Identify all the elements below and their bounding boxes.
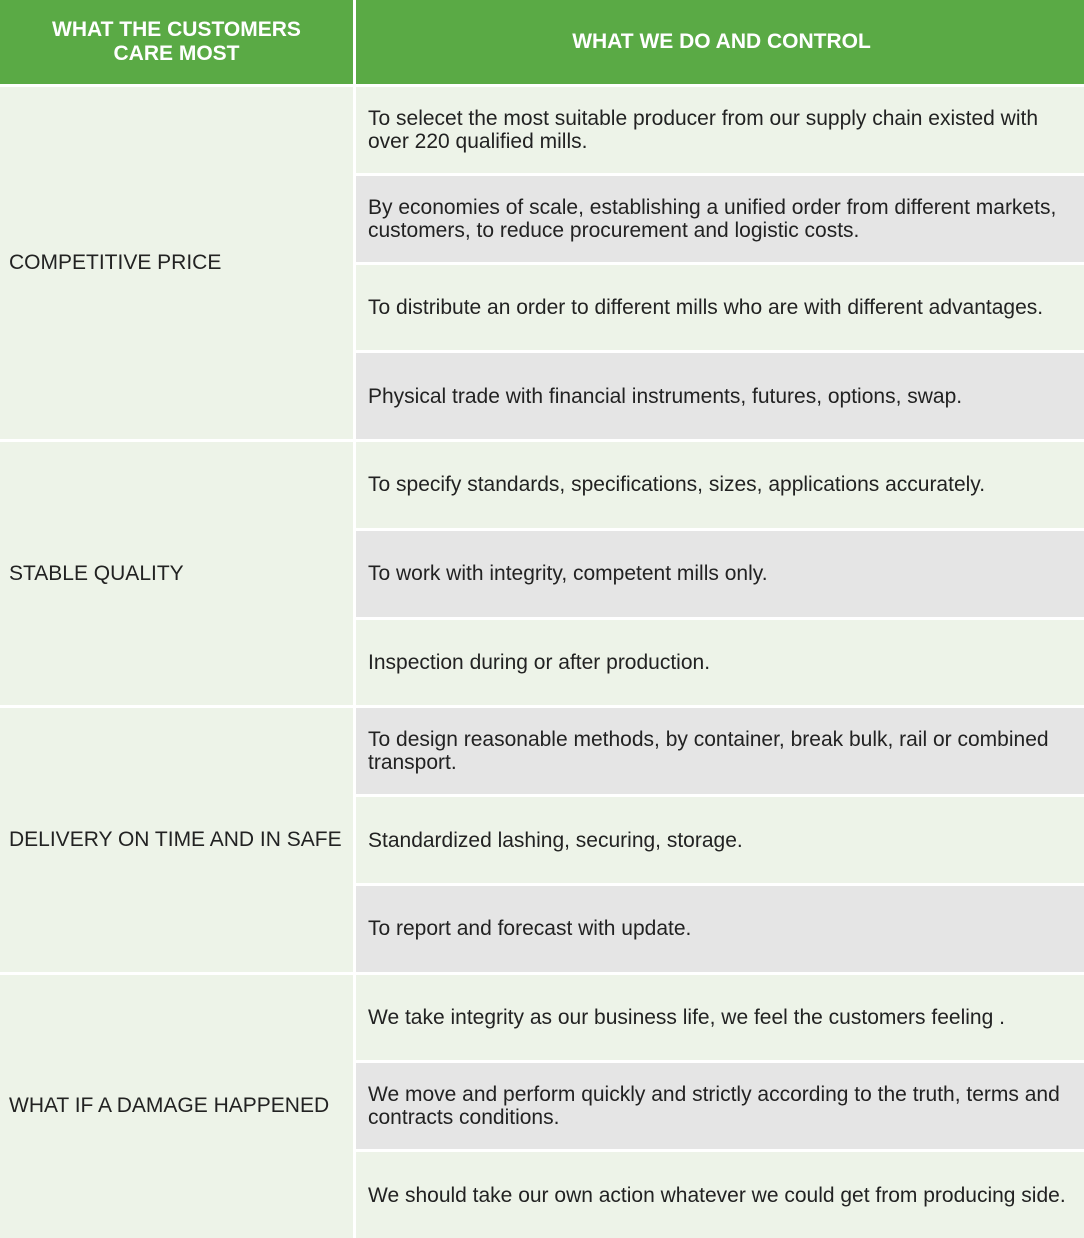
table-cell bbox=[356, 353, 1084, 439]
header-what-we-do-label: WHAT WE DO AND CONTROL bbox=[572, 30, 871, 53]
cell-text: We should take our own action whatever we could get from producing side. bbox=[368, 1183, 1066, 1207]
cell-text: To selecet the most suitable producer from our supply chain existed with over 220 qualified mills. bbox=[368, 106, 1039, 153]
table-cell bbox=[356, 87, 1084, 173]
table-cell bbox=[356, 1152, 1084, 1238]
cell-text: To design reasonable methods, by container, break bulk, rail or combined transport. bbox=[368, 728, 1049, 775]
header-customers-care-label: WHAT THE CUSTOMERS CARE MOST bbox=[52, 18, 301, 65]
cell-text: We move and perform quickly and strictly according to the truth, terms and contracts conditions. bbox=[368, 1083, 1060, 1130]
table-cell bbox=[356, 975, 1084, 1061]
cell-text: To distribute an order to different mills who are with different advantages. bbox=[368, 295, 1044, 319]
category-label: DELIVERY ON TIME AND IN SAFE bbox=[9, 828, 342, 852]
category-label: WHAT IF A DAMAGE HAPPENED bbox=[9, 1094, 330, 1118]
cell-text: By economies of scale, establishing a unified order from different markets, customers, to reduce procurement and logistic costs. bbox=[368, 195, 1057, 242]
table-cell bbox=[356, 620, 1084, 706]
table-cell bbox=[356, 176, 1084, 262]
cell-text: To report and forecast with update. bbox=[368, 917, 692, 941]
category-stable-quality bbox=[0, 442, 353, 705]
category-label: STABLE QUALITY bbox=[9, 561, 184, 585]
cell-text: Inspection during or after production. bbox=[368, 650, 711, 674]
table-cell bbox=[356, 1063, 1084, 1149]
cell-text: We take integrity as our business life, we feel the customers feeling . bbox=[368, 1006, 1005, 1030]
category-damage bbox=[0, 975, 353, 1238]
category-delivery bbox=[0, 708, 353, 971]
header-customers-care bbox=[0, 0, 353, 84]
table-cell bbox=[356, 797, 1084, 883]
category-label: COMPETITIVE PRICE bbox=[9, 251, 222, 275]
table-cell bbox=[356, 531, 1084, 617]
table-cell bbox=[356, 265, 1084, 351]
header-what-we-do bbox=[356, 0, 1084, 84]
cell-text: To work with integrity, competent mills only. bbox=[368, 562, 768, 586]
category-competitive-price bbox=[0, 87, 353, 439]
table-cell bbox=[356, 708, 1084, 794]
table-cell bbox=[356, 442, 1084, 528]
table-cell bbox=[356, 886, 1084, 972]
cell-text: Standardized lashing, securing, storage. bbox=[368, 828, 743, 852]
cell-text: To specify standards, specifications, sizes, applications accurately. bbox=[368, 473, 986, 497]
cell-text: Physical trade with financial instruments, futures, options, swap. bbox=[368, 384, 963, 408]
